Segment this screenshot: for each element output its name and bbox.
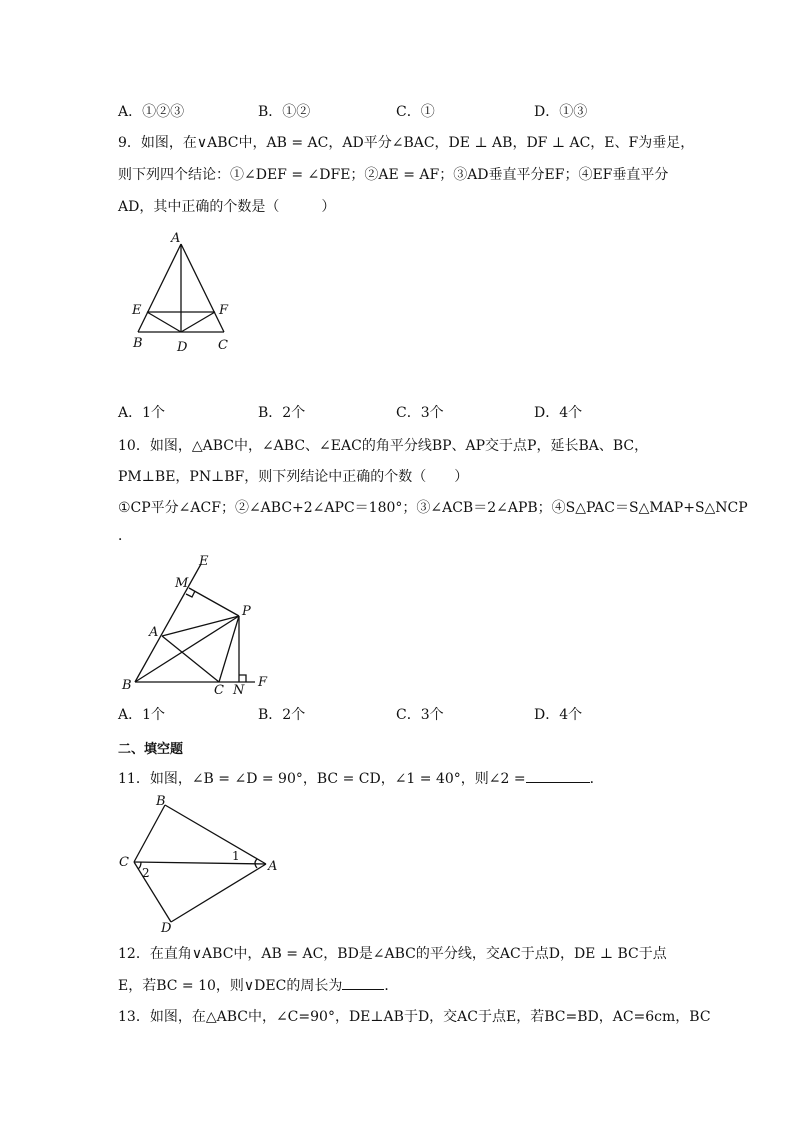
q10-label-b: B	[122, 678, 132, 693]
q9-segment-df	[181, 312, 215, 332]
q11-label-d: D	[161, 921, 172, 936]
q12-line1: 12．在直角∨ABC中，AB = AC，BD是∠ABC的平分线，交AC于点D，DE ⊥ BC于点	[118, 946, 667, 962]
q11-label-c: C	[119, 855, 129, 870]
q9-option-a: A．1个	[118, 405, 166, 421]
q8-option-c: C．①	[396, 104, 435, 120]
q11-angle-2-arc	[138, 862, 141, 869]
q11-label-b: B	[156, 794, 166, 809]
q9-label-c: C	[218, 338, 228, 353]
q11-segment-da	[171, 864, 266, 922]
q10-figure	[115, 552, 275, 697]
q11-text: 11．如图，∠B = ∠D = 90°，BC = CD，∠1 = 40°，则∠2 =	[118, 771, 526, 787]
q8-option-b: B．①②	[258, 104, 311, 120]
q10-label-f: F	[258, 675, 268, 690]
q9-label-e: E	[132, 303, 142, 318]
q10-label-n: N	[233, 683, 245, 698]
q9-figure	[128, 228, 238, 358]
q10-line2: PM⊥BE，PN⊥BF，则下列结论中正确的个数（ ）	[118, 469, 469, 485]
q11-figure	[116, 792, 286, 936]
q9-label-a: A	[171, 231, 181, 246]
q9-option-b: B．2个	[258, 405, 306, 421]
q10-segment-cp	[219, 616, 239, 682]
q10-label-a: A	[149, 625, 159, 640]
q11-segment-ba	[165, 805, 266, 864]
q10-line3: ①CP平分∠ACF；②∠ABC+2∠APC＝180°；③∠ACB＝2∠APB；④S△PAC＝S△MAP+S△NCP	[118, 500, 748, 516]
q9-label-b: B	[133, 336, 143, 351]
q11-label-a: A	[268, 859, 278, 874]
q11-segment-ca	[134, 862, 266, 864]
q10-option-d: D．4个	[534, 707, 583, 723]
q11-segment-cd	[134, 862, 171, 922]
q10-label-m: M	[175, 576, 189, 591]
q10-right-angle-m	[186, 591, 195, 597]
q10-label-e: E	[199, 554, 209, 569]
q10-segment-pm	[189, 588, 239, 616]
q9-option-c: C．3个	[396, 405, 444, 421]
q9-label-d: D	[177, 340, 188, 355]
q10-label-c: C	[214, 683, 224, 698]
section-heading-fill-in: 二、填空题	[118, 742, 184, 757]
q12-answer-blank[interactable]	[342, 975, 384, 990]
q10-line4: ．	[118, 528, 132, 544]
q12-end: ．	[384, 978, 399, 994]
q11-label-angle-1: 1	[232, 849, 240, 863]
q8-option-a: A．①②③	[118, 104, 185, 120]
q11-answer-blank[interactable]	[526, 768, 590, 783]
q10-option-a: A．1个	[118, 707, 166, 723]
q10-ray-be	[135, 564, 201, 682]
q10-option-c: C．3个	[396, 707, 444, 723]
q10-option-b: B．2个	[258, 707, 306, 723]
q11-line	[118, 768, 604, 789]
q9-line1: 9．如图，在∨ABC中，AB = AC，AD平分∠BAC，DE ⊥ AB，DF ⊥ AC，E、F为垂足，	[118, 135, 695, 151]
q13-line1: 13．如图，在△ABC中，∠C=90°，DE⊥AB于D，交AC于点E，若BC=BD，AC=6cm，BC	[118, 1009, 711, 1025]
q11-label-angle-2: 2	[142, 866, 150, 880]
q9-line3: AD，其中正确的个数是（ ）	[118, 199, 336, 215]
q12-text: E，若BC = 10，则∨DEC的周长为	[118, 978, 343, 994]
q10-segment-ap	[162, 616, 239, 636]
q10-line1: 10．如图，△ABC中，∠ABC、∠EAC的角平分线BP、AP交于点P，延长BA、BC，	[118, 438, 649, 454]
q9-line2: 则下列四个结论：①∠DEF = ∠DFE；②AE = AF；③AD垂直平分EF；④EF垂直平分	[118, 167, 669, 183]
q9-option-d: D．4个	[534, 405, 583, 421]
q8-option-d: D．①③	[534, 104, 588, 120]
q12-line2	[118, 975, 398, 996]
q10-right-angle-n	[239, 675, 246, 682]
q9-label-f: F	[219, 303, 229, 318]
q11-end: ．	[589, 771, 604, 787]
q11-segment-cb	[134, 805, 165, 862]
q9-segment-de	[147, 312, 181, 332]
q10-label-p: P	[242, 604, 251, 619]
